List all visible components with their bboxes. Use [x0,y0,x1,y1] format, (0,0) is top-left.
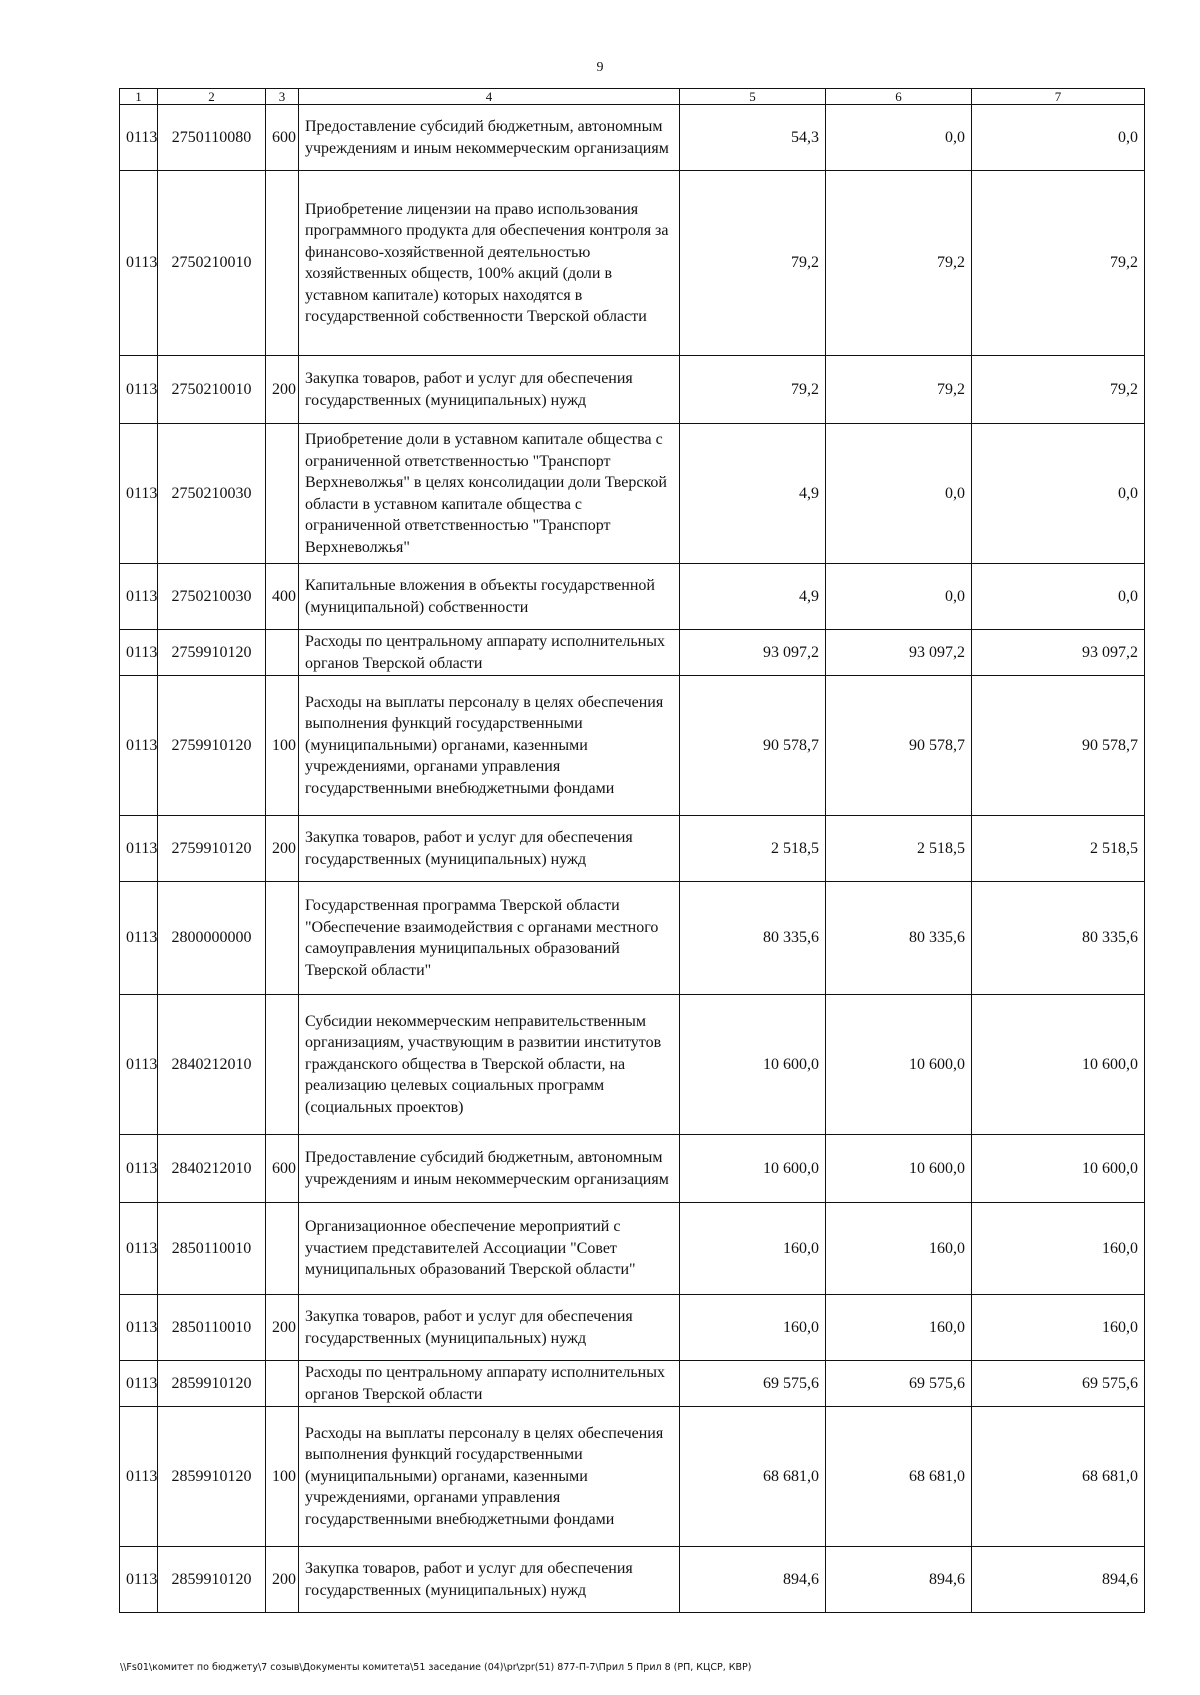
expense-type-code [266,1361,299,1407]
expense-type-code [266,995,299,1135]
amount-col5: 160,0 [680,1295,826,1361]
target-article-code: 2800000000 [158,882,266,995]
amount-col7: 0,0 [972,564,1145,630]
amount-col5: 80 335,6 [680,882,826,995]
section-code: 0113 [120,816,158,882]
expense-type-code: 600 [266,1135,299,1203]
target-article-code: 2750210010 [158,356,266,424]
amount-col5: 69 575,6 [680,1361,826,1407]
item-name: Расходы по центральному аппарату исполнительных органов Тверской области [299,1361,680,1407]
table-row [120,1135,1145,1203]
amount-col6: 894,6 [826,1547,972,1613]
amount-col7: 0,0 [972,424,1145,564]
item-name: Государственная программа Тверской области "Обеспечение взаимодействия с органами местного самоуправления муниципальных образований Тверской области" [299,882,680,995]
expense-type-code: 400 [266,564,299,630]
expense-type-code: 200 [266,1547,299,1613]
expense-type-code [266,630,299,676]
amount-col5: 160,0 [680,1203,826,1295]
expense-type-code [266,882,299,995]
column-header-7: 7 [972,89,1145,105]
item-name: Организационное обеспечение мероприятий с участием представителей Ассоциации "Совет муниципальных образований Тверской области" [299,1203,680,1295]
table-row [120,1295,1145,1361]
target-article-code: 2759910120 [158,816,266,882]
amount-col7: 90 578,7 [972,676,1145,816]
amount-col6: 80 335,6 [826,882,972,995]
target-article-code: 2850110010 [158,1203,266,1295]
item-name: Закупка товаров, работ и услуг для обеспечения государственных (муниципальных) нужд [299,816,680,882]
table-row [120,171,1145,356]
section-code: 0113 [120,356,158,424]
amount-col5: 90 578,7 [680,676,826,816]
item-name: Капитальные вложения в объекты государственной (муниципальной) собственности [299,564,680,630]
section-code: 0113 [120,882,158,995]
expense-type-code: 200 [266,816,299,882]
column-header-6: 6 [826,89,972,105]
amount-col6: 160,0 [826,1295,972,1361]
target-article-code: 2750210030 [158,564,266,630]
target-article-code: 2859910120 [158,1547,266,1613]
target-article-code: 2750210010 [158,171,266,356]
amount-col6: 90 578,7 [826,676,972,816]
expense-type-code [266,1203,299,1295]
amount-col7: 160,0 [972,1295,1145,1361]
item-name: Предоставление субсидий бюджетным, автономным учреждениям и иным некоммерческим организациям [299,1135,680,1203]
amount-col7: 10 600,0 [972,1135,1145,1203]
target-article-code: 2750210030 [158,424,266,564]
table-row [120,1203,1145,1295]
amount-col5: 10 600,0 [680,1135,826,1203]
amount-col5: 93 097,2 [680,630,826,676]
amount-col7: 2 518,5 [972,816,1145,882]
section-code: 0113 [120,424,158,564]
expense-type-code: 100 [266,676,299,816]
section-code: 0113 [120,1203,158,1295]
target-article-code: 2859910120 [158,1361,266,1407]
column-header-3: 3 [266,89,299,105]
target-article-code: 2840212010 [158,995,266,1135]
item-name: Расходы по центральному аппарату исполнительных органов Тверской области [299,630,680,676]
amount-col6: 0,0 [826,424,972,564]
target-article-code: 2840212010 [158,1135,266,1203]
amount-col7: 10 600,0 [972,995,1145,1135]
section-code: 0113 [120,171,158,356]
amount-col6: 10 600,0 [826,1135,972,1203]
expense-type-code: 200 [266,1295,299,1361]
amount-col5: 68 681,0 [680,1407,826,1547]
section-code: 0113 [120,630,158,676]
table-row [120,882,1145,995]
item-name: Расходы на выплаты персоналу в целях обеспечения выполнения функций государственными (муниципальными) органами, казенными учреждениями, органами управления государственными внебюджетными фондами [299,1407,680,1547]
column-header-4: 4 [299,89,680,105]
amount-col6: 10 600,0 [826,995,972,1135]
amount-col7: 894,6 [972,1547,1145,1613]
table-row [120,676,1145,816]
footer-file-path: \\Fs01\комитет по бюджету\7 созыв\Документы комитета\51 заседание (04)\pr\zpr(51) 877-П-7\Прил 5 Прил 8 (РП, КЦСР, КВР) [120,1662,752,1673]
expense-type-code: 100 [266,1407,299,1547]
amount-col6: 68 681,0 [826,1407,972,1547]
column-header-1: 1 [120,89,158,105]
amount-col6: 79,2 [826,171,972,356]
amount-col7: 80 335,6 [972,882,1145,995]
amount-col7: 68 681,0 [972,1407,1145,1547]
amount-col5: 79,2 [680,356,826,424]
amount-col5: 10 600,0 [680,995,826,1135]
item-name: Расходы на выплаты персоналу в целях обеспечения выполнения функций государственными (муниципальными) органами, казенными учреждениями, органами управления государственными внебюджетными фондами [299,676,680,816]
item-name: Приобретение доли в уставном капитале общества с ограниченной ответственностью "Транспорт Верхневолжья" в целях консолидации доли Тверской области в уставном капитале общества с ограниченной ответственностью "Транспорт Верхневолжья" [299,424,680,564]
section-code: 0113 [120,995,158,1135]
column-header-5: 5 [680,89,826,105]
item-name: Субсидии некоммерческим неправительственным организациям, участвующим в развитии институтов гражданского общества в Тверской области, на реализацию целевых социальных программ (социальных проектов) [299,995,680,1135]
page-number: 9 [596,60,604,75]
amount-col6: 0,0 [826,105,972,171]
item-name: Закупка товаров, работ и услуг для обеспечения государственных (муниципальных) нужд [299,1547,680,1613]
table-row [120,1361,1145,1407]
amount-col7: 79,2 [972,171,1145,356]
target-article-code: 2750110080 [158,105,266,171]
table-row [120,816,1145,882]
section-code: 0113 [120,564,158,630]
amount-col7: 93 097,2 [972,630,1145,676]
table-row [120,995,1145,1135]
table-row [120,564,1145,630]
amount-col5: 2 518,5 [680,816,826,882]
section-code: 0113 [120,1135,158,1203]
target-article-code: 2759910120 [158,630,266,676]
amount-col6: 0,0 [826,564,972,630]
table-row [120,630,1145,676]
column-header-2: 2 [158,89,266,105]
table-row [120,105,1145,171]
target-article-code: 2759910120 [158,676,266,816]
amount-col7: 160,0 [972,1203,1145,1295]
section-code: 0113 [120,676,158,816]
section-code: 0113 [120,1547,158,1613]
amount-col5: 894,6 [680,1547,826,1613]
table-row [120,1407,1145,1547]
table-row [120,1547,1145,1613]
amount-col5: 4,9 [680,424,826,564]
table-row [120,424,1145,564]
section-code: 0113 [120,1295,158,1361]
amount-col6: 160,0 [826,1203,972,1295]
expense-type-code [266,424,299,564]
amount-col6: 69 575,6 [826,1361,972,1407]
amount-col6: 2 518,5 [826,816,972,882]
expense-type-code: 200 [266,356,299,424]
table-header-row [120,89,1145,105]
item-name: Приобретение лицензии на право использования программного продукта для обеспечения контроля за финансово-хозяйственной деятельностью хозяйственных обществ, 100% акций (доли в уставном капитале) которых находятся в государственной собственности Тверской области [299,171,680,356]
section-code: 0113 [120,105,158,171]
item-name: Предоставление субсидий бюджетным, автономным учреждениям и иным некоммерческим организациям [299,105,680,171]
amount-col6: 79,2 [826,356,972,424]
amount-col7: 79,2 [972,356,1145,424]
budget-table [119,88,1145,1613]
item-name: Закупка товаров, работ и услуг для обеспечения государственных (муниципальных) нужд [299,1295,680,1361]
table-row [120,356,1145,424]
expense-type-code: 600 [266,105,299,171]
item-name: Закупка товаров, работ и услуг для обеспечения государственных (муниципальных) нужд [299,356,680,424]
expense-type-code [266,171,299,356]
amount-col5: 54,3 [680,105,826,171]
amount-col7: 0,0 [972,105,1145,171]
section-code: 0113 [120,1361,158,1407]
section-code: 0113 [120,1407,158,1547]
amount-col7: 69 575,6 [972,1361,1145,1407]
amount-col6: 93 097,2 [826,630,972,676]
amount-col5: 79,2 [680,171,826,356]
target-article-code: 2859910120 [158,1407,266,1547]
amount-col5: 4,9 [680,564,826,630]
target-article-code: 2850110010 [158,1295,266,1361]
